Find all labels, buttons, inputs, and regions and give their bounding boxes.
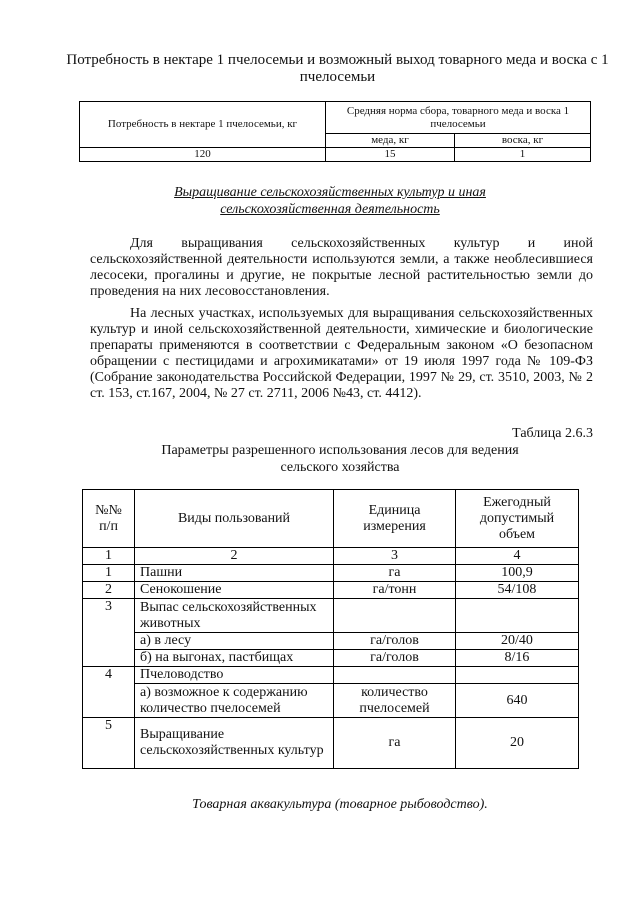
usage-type: Выпас сельскохозяйственных животных [135,599,334,633]
table-row [83,718,579,769]
volume: 20/40 [456,633,579,650]
volume: 20 [456,718,579,769]
table-row [83,650,579,667]
row-number: 5 [83,718,135,769]
honey-table [79,101,591,162]
paragraph-1: Для выращивания сельскохозяйственных культур и иной сельскохозяйственной деятельности используются земли, а также необлесившиеся лесосеки, прогалины и другие, не покрытые лесной растительностью земли до проведения на них лесовосстановления. [90,236,593,299]
table-row [83,582,579,599]
value-honey: 15 [326,148,455,162]
column-number-cell: 2 [135,548,334,565]
volume: 54/108 [456,582,579,599]
unit: га/тонн [334,582,456,599]
column-number-cell: 4 [456,548,579,565]
header-honey: меда, кг [326,134,455,148]
unit: га [334,718,456,769]
usage-type: Пчеловодство [135,667,334,684]
volume: 8/16 [456,650,579,667]
usage-type: б) на выгонах, пастбищах [135,650,334,667]
table-row [83,684,579,718]
column-number-cell: 3 [334,548,456,565]
value-nectar-need: 120 [80,148,326,162]
table-row [83,599,579,633]
header-number: №№ п/п [83,490,135,548]
usage-type: Выращивание сельскохозяйственных культур [135,718,334,769]
header-unit: Единица измерения [334,490,456,548]
table2-title: Параметры разрешенного использования лесов для ведения сельского хозяйства [161,443,519,475]
volume-empty [456,599,579,633]
table-row [83,565,579,582]
volume: 640 [456,684,579,718]
header-norm: Средняя норма сбора, товарного меда и воска 1 пчелосемьи [326,102,591,134]
header-volume: Ежегодный допустимый объем [456,490,579,548]
usage-type: Сенокошение [135,582,334,599]
volume: 100,9 [456,565,579,582]
row-number: 2 [83,582,135,599]
header-nectar-need: Потребность в нектаре 1 пчелосемьи, кг [80,102,326,148]
table-number: Таблица 2.6.3 [512,426,593,441]
row-number: 1 [83,565,135,582]
unit-empty [334,667,456,684]
row-number: 4 [83,667,135,718]
volume-empty [456,667,579,684]
unit: га [334,565,456,582]
header-usage-type: Виды пользований [135,490,334,548]
column-number-cell: 1 [83,548,135,565]
usage-type: а) возможное к содержанию количество пчелосемей [135,684,334,718]
usage-table [82,489,579,769]
value-wax: 1 [455,148,591,162]
usage-type: Пашни [135,565,334,582]
section-heading: Выращивание сельскохозяйственных культур и иная сельскохозяйственная деятельность [174,185,486,217]
unit-empty [334,599,456,633]
next-section-heading: Товарная аквакультура (товарное рыбоводство). [192,797,488,812]
unit: га/голов [334,650,456,667]
table1-title: Потребность в нектаре 1 пчелосемьи и возможный выход товарного меда и воска с 1 пчелосемьи [66,52,609,85]
header-wax: воска, кг [455,134,591,148]
unit: количество пчелосемей [334,684,456,718]
table-row [83,633,579,650]
row-number: 3 [83,599,135,667]
table-row [83,667,579,684]
usage-type: а) в лесу [135,633,334,650]
paragraph-2: На лесных участках, используемых для выращивания сельскохозяйственных культур и иной сельскохозяйственной деятельности, химические и биологические препараты применяются в соответствии с Федеральным законом «О безопасном обращении с пестицидами и агрохимикатами» от 19 июля 1997 года № 109-ФЗ (Собрание законодательства Российской Федерации, 1997 № 29, ст. 3510, 2003, № 2 ст. 153, ст.167, 2004, № 27 ст. 2711, 2006 №43, ст. 4412). [90,306,593,401]
unit: га/голов [334,633,456,650]
